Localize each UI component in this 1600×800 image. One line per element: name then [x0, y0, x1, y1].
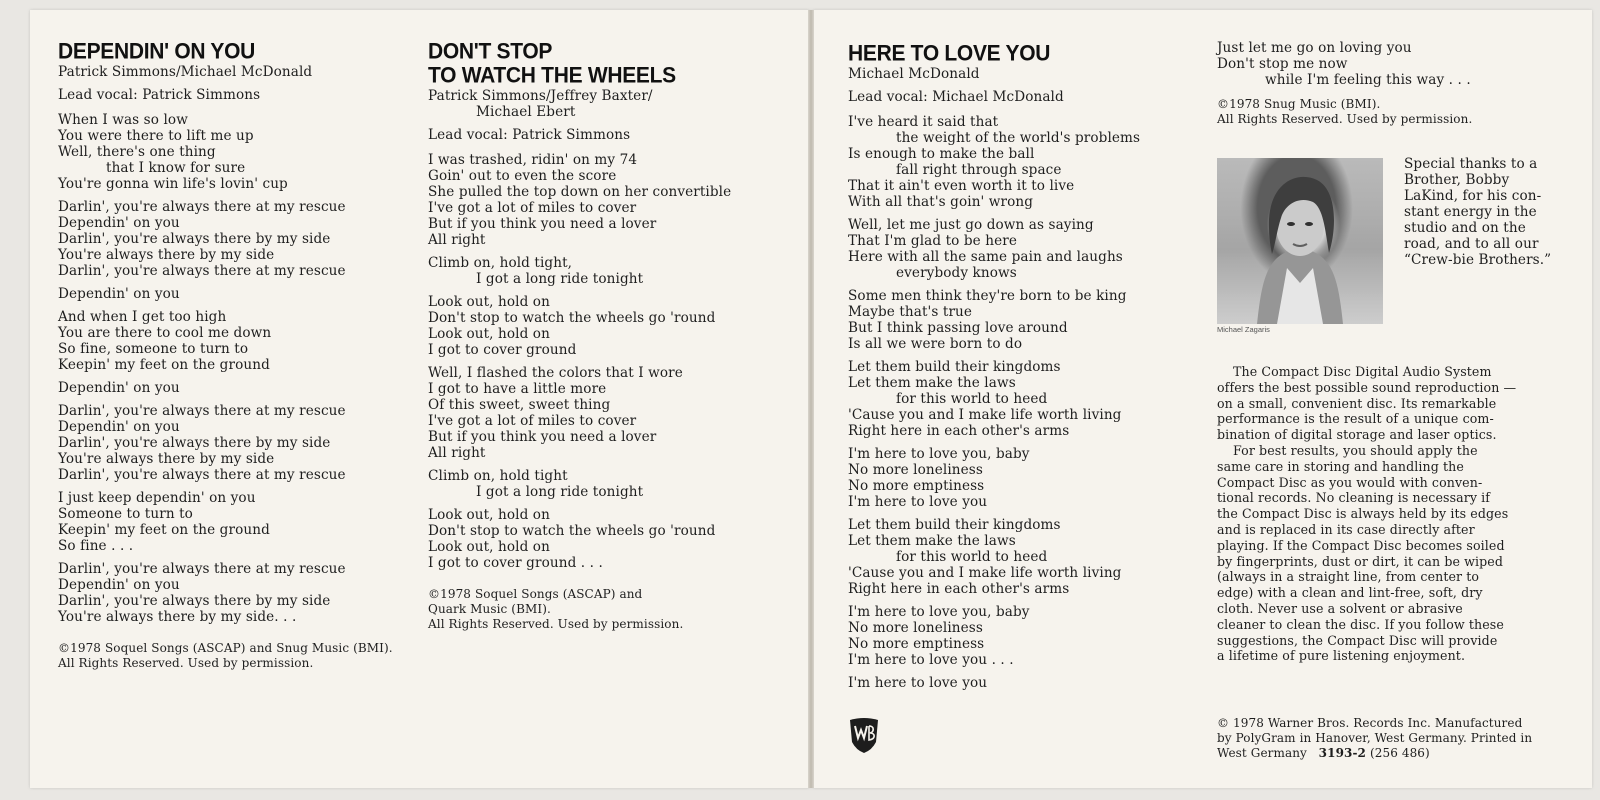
lyric-line: Climb on, hold tight	[428, 468, 568, 484]
copyright-notice: ©1978 Snug Music (BMI).	[1217, 97, 1381, 111]
lyric-line: fall right through space	[896, 162, 1062, 178]
info-line: edge) with a clean and lint-free, soft, dry	[1217, 585, 1483, 601]
stanza	[58, 112, 408, 192]
lyric-line: I've heard it said that	[848, 114, 999, 130]
lyric-line: Let them make the laws	[848, 533, 1016, 549]
lyric-line: No more loneliness	[848, 620, 983, 636]
info-line: the Compact Disc is always held by its edges	[1217, 506, 1509, 522]
lyric-line: I'm here to love you, baby	[848, 604, 1030, 620]
lyric-line: Is all we were born to do	[848, 336, 1023, 352]
lyric-line: Don't stop me now	[1217, 56, 1348, 72]
lyric-line: I'm here to love you, baby	[848, 446, 1030, 462]
portrait-image-icon	[1217, 158, 1383, 324]
footer-line: by PolyGram in Hanover, West Germany. Printed in	[1217, 731, 1533, 745]
manufacturer-footer	[1217, 716, 1577, 761]
stanza	[428, 468, 788, 500]
thanks-line: “Crew-bie Brothers.”	[1404, 252, 1552, 268]
lyric-line: Keepin' my feet on the ground	[58, 522, 270, 538]
lyric-line: Some men think they're born to be king	[848, 288, 1127, 304]
lyric-line: Darlin', you're always there at my rescue	[58, 403, 346, 419]
stanza	[428, 507, 788, 571]
lyric-line: Maybe that's true	[848, 304, 973, 320]
song-dont-stop	[428, 40, 788, 632]
lyric-line: Right here in each other's arms	[848, 423, 1070, 439]
lyric-line: All right	[428, 232, 486, 248]
stanza	[428, 255, 788, 287]
lyric-line: That I'm glad to be here	[848, 233, 1017, 249]
lyric-line: Darlin', you're always there by my side	[58, 435, 331, 451]
rights-notice: All Rights Reserved. Used by permission.	[428, 617, 684, 631]
stanza	[848, 288, 1193, 352]
stanza	[58, 403, 408, 483]
footer-line	[1217, 746, 1577, 761]
info-line: Compact Disc as you would with conven-	[1217, 474, 1483, 490]
footer-line: © 1978 Warner Bros. Records Inc. Manufactured	[1217, 716, 1523, 730]
lead-vocal: Lead vocal: Patrick Simmons	[58, 87, 261, 103]
lyric-line: You were there to lift me up	[58, 128, 254, 144]
lead-vocal: Lead vocal: Michael McDonald	[848, 89, 1064, 105]
lyric-line: I got a long ride tonight	[476, 484, 644, 500]
lyric-line: Let them build their kingdoms	[848, 517, 1061, 533]
lyric-line: She pulled the top down on her convertible	[428, 184, 732, 200]
info-line: tional records. No cleaning is necessary if	[1217, 490, 1491, 506]
thanks-line: stant energy in the	[1404, 204, 1537, 220]
lyric-line: Well, let me just go down as saying	[848, 217, 1094, 233]
lyric-line: So fine . . .	[58, 538, 134, 554]
lyric-line: You are there to cool me down	[58, 325, 272, 341]
lyric-line: Dependin' on you	[58, 380, 180, 396]
info-line: same care in storing and handling the	[1217, 458, 1464, 474]
musician-photo	[1217, 158, 1383, 324]
lyric-line: I got to cover ground	[428, 342, 577, 358]
stanza	[428, 294, 788, 358]
lyric-line: Darlin', you're always there at my rescue	[58, 199, 346, 215]
info-line: cloth. Never use a solvent or abrasive	[1217, 600, 1463, 616]
info-line: playing. If the Compact Disc becomes soiled	[1217, 537, 1505, 553]
lyric-line: Darlin', you're always there at my rescue	[58, 263, 346, 279]
lyric-line: But if you think you need a lover	[428, 216, 657, 232]
lyric-line: Here with all the same pain and laughs	[848, 249, 1123, 265]
lyric-line: Just let me go on loving you	[1217, 40, 1412, 56]
info-line: and is replaced in its case directly after	[1217, 521, 1475, 537]
copyright-notice-cont: Quark Music (BMI).	[428, 602, 551, 616]
song-credits: Patrick Simmons/Michael McDonald	[58, 64, 313, 80]
lyric-line: for this world to heed	[896, 549, 1048, 565]
stanza	[848, 114, 1193, 210]
song-dependin-on-you	[58, 40, 408, 671]
photo-credit: Michael Zagaris	[1217, 325, 1270, 334]
lyric-line: Dependin' on you	[58, 577, 180, 593]
lyric-line: Climb on, hold tight,	[428, 255, 573, 271]
catalog-code: (256 486)	[1369, 746, 1430, 760]
booklet-spine	[808, 10, 814, 788]
thanks-line: Brother, Bobby	[1404, 172, 1510, 188]
lyric-line: Darlin', you're always there at my rescue	[58, 467, 346, 483]
song-continuation	[1217, 40, 1557, 127]
lyric-line: No more emptiness	[848, 636, 985, 652]
compact-disc-info	[1217, 364, 1567, 664]
lyric-line: All right	[428, 445, 486, 461]
lyric-line: everybody knows	[896, 265, 1017, 281]
lyric-line: I've got a lot of miles to cover	[428, 413, 637, 429]
lyric-line: 'Cause you and I make life worth living	[848, 407, 1122, 423]
lyric-line: Right here in each other's arms	[848, 581, 1070, 597]
lyric-line: I got to cover ground . . .	[428, 555, 603, 571]
lyric-line: I just keep dependin' on you	[58, 490, 256, 506]
lyric-line: Let them build their kingdoms	[848, 359, 1061, 375]
lyric-line: Darlin', you're always there by my side	[58, 231, 331, 247]
lyric-line: You're gonna win life's lovin' cup	[58, 176, 288, 192]
lyric-line: When I was so low	[58, 112, 188, 128]
lyric-line: Goin' out to even the score	[428, 168, 617, 184]
thanks-line: Special thanks to a	[1404, 156, 1538, 172]
thanks-note	[1404, 156, 1584, 268]
lyric-line: I've got a lot of miles to cover	[428, 200, 637, 216]
info-line: The Compact Disc Digital Audio System	[1233, 364, 1492, 379]
lyric-line: Darlin', you're always there by my side	[58, 593, 331, 609]
song-credits: Michael McDonald	[848, 66, 980, 82]
lyric-line: 'Cause you and I make life worth living	[848, 565, 1122, 581]
lyric-line: for this world to heed	[896, 391, 1048, 407]
lyric-line: I was trashed, ridin' on my 74	[428, 152, 638, 168]
lyric-line: So fine, someone to turn to	[58, 341, 249, 357]
lyric-line: Look out, hold on	[428, 507, 550, 523]
lyric-line: the weight of the world's problems	[896, 130, 1141, 146]
song-title-line1: DON'T STOP	[428, 39, 553, 64]
lyric-line: Is enough to make the ball	[848, 146, 1035, 162]
lyric-line: Let them make the laws	[848, 375, 1016, 391]
stanza	[58, 490, 408, 554]
song-credits-cont: Michael Ebert	[476, 104, 576, 120]
lyric-line: that I know for sure	[106, 160, 246, 176]
thanks-line: road, and to all our	[1404, 236, 1539, 252]
info-line: a lifetime of pure listening enjoyment.	[1217, 648, 1466, 664]
lyric-line: I'm here to love you	[848, 494, 988, 510]
lyric-line: Well, I flashed the colors that I wore	[428, 365, 683, 381]
rights-notice: All Rights Reserved. Used by permission.	[1217, 112, 1473, 126]
lyric-line: Someone to turn to	[58, 506, 193, 522]
lyric-line: With all that's goin' wrong	[848, 194, 1034, 210]
song-title: HERE TO LOVE YOU	[848, 41, 1051, 66]
stanza	[848, 604, 1193, 668]
info-line: suggestions, the Compact Disc will provide	[1217, 632, 1498, 648]
stanza	[58, 199, 408, 279]
lyric-line: You're always there by my side	[58, 451, 275, 467]
lyric-line: Darlin', you're always there at my rescue	[58, 561, 346, 577]
info-line: bination of digital storage and laser optics.	[1217, 427, 1497, 443]
stanza	[848, 359, 1193, 439]
lead-vocal: Lead vocal: Patrick Simmons	[428, 127, 631, 143]
lyric-line: Look out, hold on	[428, 326, 550, 342]
lyric-line: Dependin' on you	[58, 286, 180, 302]
lyric-line: But I think passing love around	[848, 320, 1068, 336]
stanza	[58, 309, 408, 373]
copyright-notice: ©1978 Soquel Songs (ASCAP) and	[428, 587, 643, 601]
rights-notice: All Rights Reserved. Used by permission.	[58, 656, 314, 670]
lyric-line: Dependin' on you	[58, 215, 180, 231]
info-line: For best results, you should apply the	[1233, 442, 1478, 458]
lyric-line: Look out, hold on	[428, 539, 550, 555]
lyric-line: I got to have a little more	[428, 381, 607, 397]
lyric-line: while I'm feeling this way . . .	[1265, 72, 1471, 88]
stanza	[848, 517, 1193, 597]
lyric-line: I got a long ride tonight	[476, 271, 644, 287]
song-here-to-love-you	[848, 42, 1193, 691]
lyric-line: Of this sweet, sweet thing	[428, 397, 611, 413]
thanks-line: studio and on the	[1404, 220, 1526, 236]
footer-country: West Germany	[1217, 746, 1307, 760]
stanza	[848, 446, 1193, 510]
info-line: offers the best possible sound reproduction —	[1217, 379, 1517, 395]
lyric-line: Look out, hold on	[428, 294, 550, 310]
lyric-line: You're always there by my side. . .	[58, 609, 297, 625]
stanza	[58, 561, 408, 625]
info-line: cleaner to clean the disc. If you follow these	[1217, 616, 1504, 632]
lyric-line: Well, there's one thing	[58, 144, 216, 160]
song-title-line2: TO WATCH THE WHEELS	[428, 63, 676, 88]
lyric-line: I'm here to love you	[848, 675, 988, 691]
info-line: by fingerprints, dust or dirt, it can be wiped	[1217, 553, 1504, 569]
lyric-line: Don't stop to watch the wheels go 'round	[428, 310, 716, 326]
song-title: DEPENDIN' ON YOU	[58, 39, 256, 64]
lyric-line: And when I get too high	[58, 309, 227, 325]
lyric-line: Don't stop to watch the wheels go 'round	[428, 523, 716, 539]
lyric-line: No more loneliness	[848, 462, 983, 478]
lyric-line: That it ain't even worth it to live	[848, 178, 1075, 194]
stanza	[428, 152, 788, 248]
lyric-line: But if you think you need a lover	[428, 429, 657, 445]
catalog-number: 3193-2	[1318, 746, 1367, 760]
thanks-line: LaKind, for his con-	[1404, 188, 1542, 204]
copyright-notice: ©1978 Soquel Songs (ASCAP) and Snug Music (BMI).	[58, 641, 393, 655]
song-credits: Patrick Simmons/Jeffrey Baxter/	[428, 88, 653, 104]
info-line: performance is the result of a unique com-	[1217, 411, 1494, 427]
lyric-line: Keepin' my feet on the ground	[58, 357, 270, 373]
lyric-line: I'm here to love you . . .	[848, 652, 1014, 668]
stanza	[848, 217, 1193, 281]
info-line: (always in a straight line, from center to	[1217, 569, 1480, 585]
lyric-line: You're always there by my side	[58, 247, 275, 263]
wb-logo-icon	[848, 716, 880, 754]
stanza	[428, 365, 788, 461]
lyric-line: Dependin' on you	[58, 419, 180, 435]
lyric-line: No more emptiness	[848, 478, 985, 494]
info-line: on a small, convenient disc. Its remarkable	[1217, 395, 1497, 411]
